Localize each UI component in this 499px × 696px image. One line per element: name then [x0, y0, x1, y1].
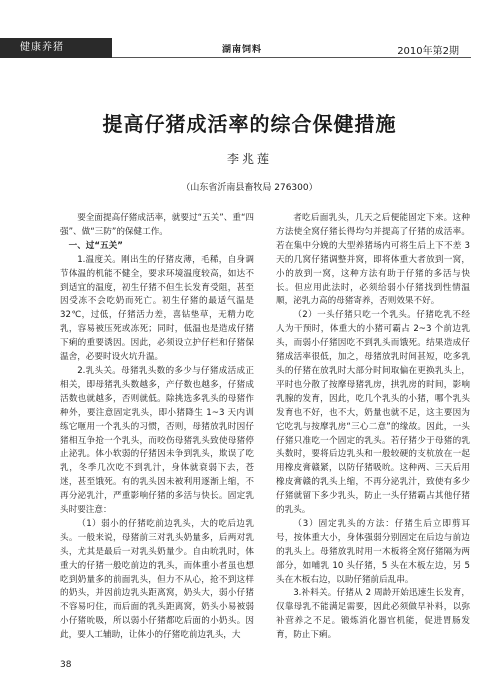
- section-heading: 一、过“五关”: [68, 240, 123, 251]
- article-author: 李兆莲: [226, 152, 272, 166]
- paragraph: 2.乳头关。母猪乳头数的多少与仔猪成活成正相关，即母猪乳头数越多，产仔数也越多，仔猪成活数也就越多，否则就低。除挑选多乳头的母猪作种外，要注意固定乳头，即小猪降生 1~3 天内训练它咂用一个乳头的习惯，否则，母猪放乳时因仔猪相互争抢一个乳头，而咬伤母猪乳头致使母猪停止泌乳。体小软弱的仔猪因未争到乳头，欺误了吃乳，冬季几次吃不到乳汁，身体就衰弱下去，苍迷，甚至饿死。有的乳头因未被利用逐渐上缩，不再分泌乳汁，严重影响仔猪的多活与快长。固定乳头时要注意：: [60, 365, 254, 516]
- paragraph: （1）弱小的仔猪吃前边乳头，大的吃后边乳头。一般来说，母猪前三对乳头奶量多，后两对乳头，尤其是最后一对乳头奶量少。自由吮乳时，体重大的仔猪一般吃前边的乳头，而体重小者虽也想吃到奶量多的前面乳头，但力不从心，抢不到这样的奶头，并因前边乳头距离窝，奶头大，弱小仔猪不容易叼住，而后面的乳头距离窝，奶头小易被弱小仔猪吮吸，所以弱小仔猪都吃后面的小奶头。因此，要人工辅助，让体小的仔猪吃前边乳头，大: [60, 518, 254, 641]
- section-tab: 健康养猪: [0, 38, 112, 58]
- paragraph: （3）固定乳头的方法：仔猪生后立即剪耳号，按体重大小，身体强弱分别固定在后边与前边的乳头上。母猪放乳时用一木板将全窝仔猪隔为两部分，如哺乳 10 头仔猪，5 头在木板左边，另 5 头在木板右边，以助仔猪前后乱串。: [276, 518, 470, 585]
- paragraph: 要全面提高仔猪成活率，就要过“五关”、重“四强”、做“三防”的保健工作。: [60, 213, 254, 237]
- paragraph: （2）一头仔猪只吃一个乳头。仔猪吃乳不经人为干预时，体重大的小猪可霸占 2~3 个前边乳头，而弱小仔猪因吃不到乳头而饿死。结果造成仔猪成活率很低，加之，母猪放乳时间甚短，吃多乳头的仔猪在放乳时大部分时间取偏在更换乳头上，平时也分散了按摩母猪乳房，拱乳房的时间，影响乳腺的发育，因此，吃几个乳头的小猪，哪个乳头发育也不好，也不大，奶量也就不足，这主要因为它吃乳与按摩乳房“三心二意”的缘故。因此，一头仔猪只准吃一个固定的乳头。若仔猪少于母猪的乳头数时，要将后边乳头和一般较硬的支杭放在一起用橡皮膏赣紧，以防仔猪吸吮。这种两、三天后用橡皮膏赣的乳头上缩，不再分泌乳汁，致使有多少仔猪就留下多少乳头，防止一头仔猪霸占其他仔猪的乳头。: [276, 310, 470, 516]
- left-column: [60, 212, 254, 643]
- issue-label: 2010年第2期: [397, 46, 459, 57]
- right-column: [276, 212, 470, 643]
- article-title: 提高仔猪成活率的综合保健措施: [102, 112, 397, 136]
- journal-name: 湖南饲料: [222, 45, 263, 55]
- page-number: 38: [60, 660, 72, 670]
- paragraph: 3.补料关。仔猪从 2 周龄开始迅速生长发育，仅靠母乳不能满足需要，因此必须做早补料，以弥补营养之不足。锻炼消化器官机能，促进胃肠发育，防止下痢。: [276, 588, 470, 641]
- article-affiliation: （山东省沂南县畜牧局 276300）: [181, 183, 318, 193]
- header-rule: [112, 57, 471, 58]
- paragraph: 者吃后面乳头，几天之后便能固定下来。这种方法使全窝仔猪长得均匀并提高了仔猪的成活率。若在集中分娩的大型养猪场内可将生后上下不差 3 天的几窝仔猪调整并窝，即将体重大者放到一窝，小的放到一窝，这种方法有助于仔猪的多活与快长。但应用此法时，必须给弱小仔猪找到性情温顺，泌乳力高的母猪寄养，否则效果不好。: [276, 213, 470, 307]
- paragraph: 1.温度关。刚出生的仔猪皮薄，毛稀，自身调节体温的机能不健全，要求环境温度较高，如达不到适宜的温度，初生仔猪不但生长发育受阻，甚至因受冻不会吃奶而死亡。初生仔猪的最适气温是32℃，过低，仔猪活力差，喜钻垫草，无精力吃乳，容易被压死或冻死；同时，低温也是造成仔猪下痢的重要诱因。因此，必须设立护仔栏和仔猪保温舍，必要时设火坑升温。: [60, 254, 254, 363]
